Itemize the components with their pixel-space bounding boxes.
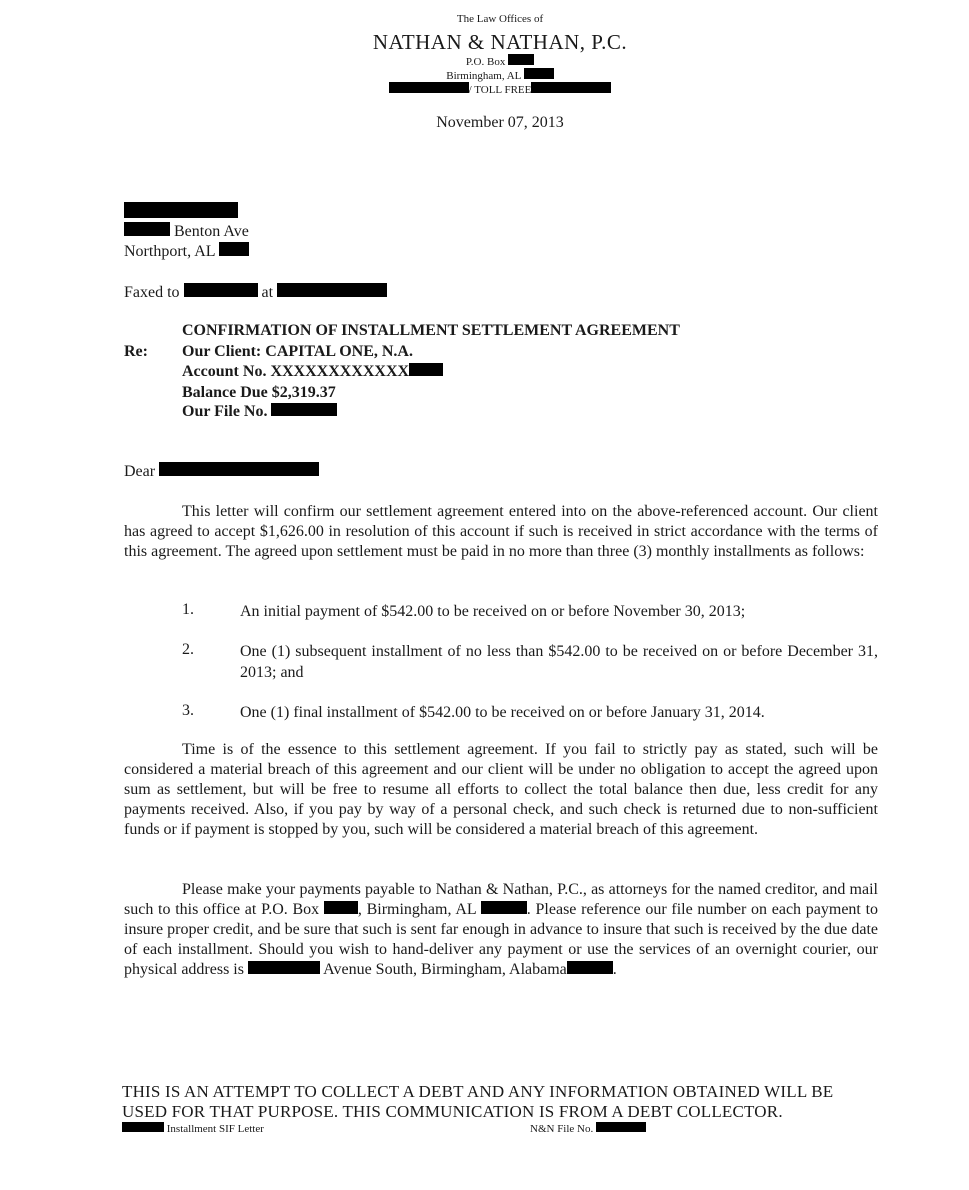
letterhead-po-box	[0, 54, 969, 68]
redaction	[159, 462, 319, 476]
footer-right-text: N&N File No.	[530, 1123, 594, 1135]
re-title: CONFIRMATION OF INSTALLMENT SETTLEMENT AGREEMENT	[182, 322, 680, 339]
installment-1-text: An initial payment of $542.00 to be received on or before November 30, 2013;	[240, 603, 746, 620]
recipient-name	[124, 202, 238, 223]
re-label: Re:	[124, 343, 148, 360]
paragraph-3-part-3: . Please reference our file number on each payment to insure proper credit, and be sure that such is sent far enough in advance to insure that such is received by the due date of each installment. Should you wish to hand-deliver any payment or use the services of an overnight courier, our physical address is	[124, 901, 879, 978]
re-account	[182, 363, 443, 381]
redaction	[481, 901, 527, 914]
salutation-text: Dear	[124, 463, 156, 480]
redaction	[508, 54, 534, 65]
redaction	[567, 961, 613, 974]
paragraph-3-part-4: Avenue South, Birmingham, Alabama	[323, 961, 567, 978]
redaction	[531, 82, 611, 93]
paragraph-2	[124, 740, 878, 840]
footer-left-text: Installment SIF Letter	[166, 1123, 264, 1135]
re-file	[182, 403, 337, 421]
fax-line	[124, 283, 387, 302]
redaction	[122, 1122, 164, 1132]
paragraph-3	[124, 880, 878, 980]
paragraph-3-part-5: .	[612, 961, 617, 978]
redaction	[124, 202, 238, 218]
installment-1-number: 1.	[182, 601, 194, 618]
installment-3-number: 3.	[182, 702, 194, 719]
fax-at: at	[261, 284, 274, 301]
installment-2-text: One (1) subsequent installment of no less than $542.00 to be received on or before December 31, 2013; and	[240, 643, 878, 681]
letter-date: November 07, 2013	[436, 114, 564, 131]
re-client: Our Client: CAPITAL ONE, N.A.	[182, 343, 413, 360]
footer-left	[122, 1122, 264, 1135]
paragraph-2-text: Time is of the essence to this settlement agreement. If you fail to strictly pay as stated, such will be considered a material breach of this agreement and our client will be under no obligation to accept the agreed upon sum as settlement, but will be free to resume all efforts to collect the total balance then due, less credit for any payments received. Also, if you pay by way of a personal check, and such check is returned due to non-sufficient funds or if payment is stopped by you, such will be considered a material breach of this agreement.	[124, 741, 878, 838]
letterhead-preamble: The Law Offices of	[456, 13, 544, 25]
letterhead-city-label: Birmingham, AL	[446, 70, 521, 82]
letterhead-phone	[0, 82, 969, 96]
paragraph-1	[124, 502, 878, 562]
letterhead-city	[0, 68, 969, 82]
redaction	[184, 283, 258, 297]
redaction	[596, 1122, 646, 1132]
redaction	[324, 901, 358, 914]
paragraph-1-text: This letter will confirm our settlement agreement entered into on the above-referenced account. Our client has agreed to accept $1,626.00 in resolution of this account if such is received in strict accordance with the terms of this agreement. The agreed upon settlement must be paid in no more than three (3) monthly installments as follows:	[124, 503, 878, 560]
redaction	[524, 68, 554, 79]
recipient-street	[124, 222, 249, 241]
redaction	[219, 242, 249, 256]
redaction	[389, 82, 469, 93]
po-box-label: P.O. Box	[465, 56, 506, 68]
redaction	[409, 363, 443, 376]
salutation	[124, 462, 319, 481]
recipient-city-text: Northport, AL	[124, 243, 215, 260]
fax-label: Faxed to	[124, 284, 180, 301]
installment-2-number: 2.	[182, 641, 194, 658]
re-balance: Balance Due $2,319.37	[182, 384, 336, 401]
redaction	[248, 961, 320, 974]
paragraph-3-part-1: Please make your payments payable to Nathan & Nathan, P.C., as attorneys for the named creditor, and mail such to this office at P.O. Box	[124, 881, 878, 918]
recipient-city	[124, 242, 249, 261]
firm-name: NATHAN & NATHAN, P.C.	[372, 30, 628, 54]
paragraph-3-part-2: , Birmingham, AL	[357, 901, 477, 918]
re-file-text: Our File No.	[182, 403, 268, 420]
toll-free-label: / TOLL FREE	[468, 84, 532, 96]
recipient-street-text: Benton Ave	[174, 223, 249, 240]
redaction	[277, 283, 387, 297]
re-account-text: Account No. XXXXXXXXXXXX	[182, 363, 410, 380]
debt-collector-notice: THIS IS AN ATTEMPT TO COLLECT A DEBT AND ANY INFORMATION OBTAINED WILL BE USED FOR THAT PURPOSE. THIS COMMUNICATION IS FROM A DEBT COLLECTOR.	[122, 1082, 834, 1121]
installment-3-text: One (1) final installment of $542.00 to be received on or before January 31, 2014.	[240, 704, 765, 721]
redaction	[271, 403, 337, 416]
redaction	[124, 222, 170, 236]
footer-right	[530, 1122, 646, 1135]
